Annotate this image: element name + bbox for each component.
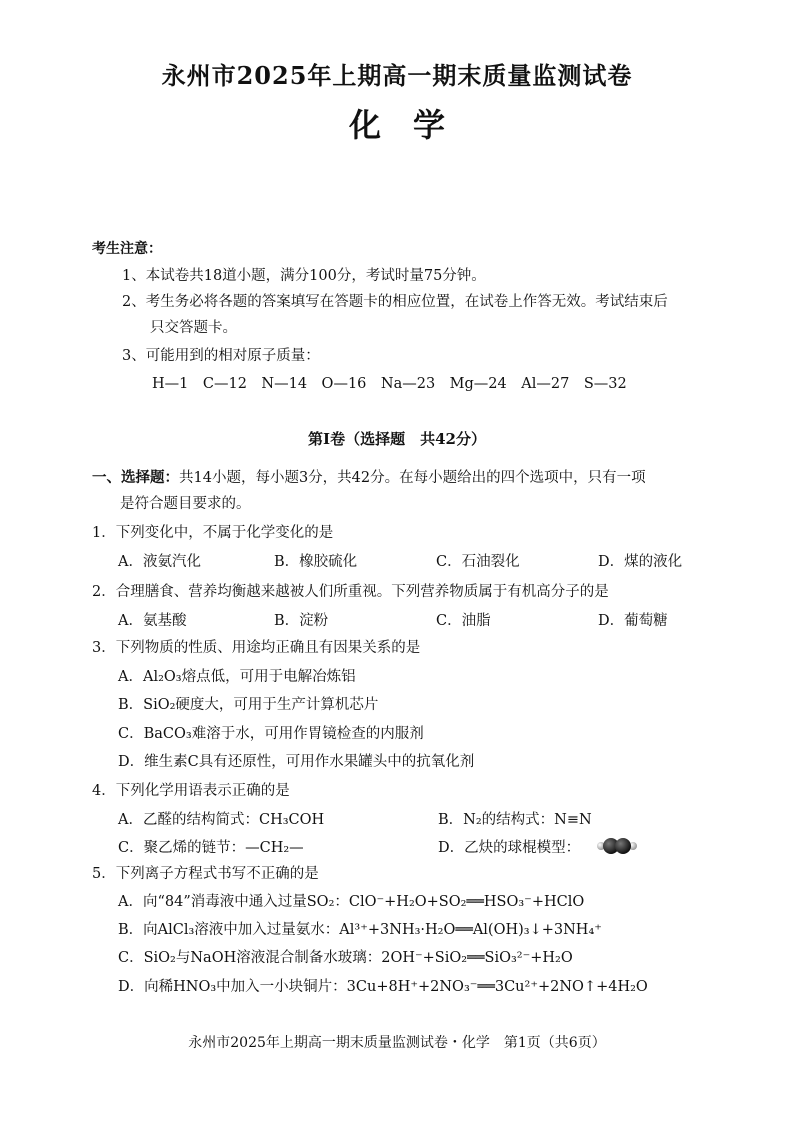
question-4-option-b: B．N₂的结构式：N≡N [438,812,592,828]
question-1-option-d: D．煤的液化 [598,554,683,570]
question-5-stem: 5．下列离子方程式书写不正确的是 [92,866,319,882]
question-5-option-c: C．SiO₂与NaOH溶液混合制备水玻璃：2OH⁻+SiO₂══SiO₃²⁻+H₂O [118,950,573,966]
question-4-option-d: D．乙炔的球棍模型： [438,840,581,856]
section-heading: 第Ⅰ卷（选择题 共42分） [308,430,486,448]
question-3-option-a: A．Al₂O₃熔点低，可用于电解冶炼铝 [118,669,356,685]
question-2-option-a: A．氨基酸 [118,613,187,629]
page-footer: 永州市2025年上期高一期末质量监测试卷・化学 第1页（共6页） [188,1035,606,1051]
question-1-option-b: B．橡胶硫化 [274,554,358,570]
section-intro-text: 共14小题，每小题3分，共42分。在每小题给出的四个选项中，只有一项 [179,470,646,486]
question-4-stem: 4．下列化学用语表示正确的是 [92,783,290,799]
subject-title: 化 学 [348,106,445,144]
question-1-option-a: A．液氨汽化 [118,554,201,570]
exam-title: 永州市2025年上期高一期末质量监测试卷 [161,61,633,90]
notice-item-3: 3、可能用到的相对原子质量： [122,348,320,364]
question-5-option-a: A．向“84”消毒液中通入过量SO₂：ClO⁻+H₂O+SO₂══HSO₃⁻+HClO [118,894,585,910]
question-1-stem: 1．下列变化中，不属于化学变化的是 [92,525,334,541]
question-3-stem: 3．下列物质的性质、用途均正确且有因果关系的是 [92,640,421,656]
section-intro-line1 [92,466,646,487]
section-intro-line2: 是符合题目要求的。 [120,496,251,512]
notice-item-2: 2、考生务必将各题的答案填写在答题卡的相应位置，在试卷上作答无效。考试结束后 [122,294,668,310]
section-intro-label: 一、选择题： [92,469,179,486]
question-1-option-c: C．石油裂化 [436,554,520,570]
question-3-option-c: C．BaCO₃难溶于水，可用作胃镜检查的内服剂 [118,726,424,742]
notice-item-2-cont: 只交答题卡。 [150,320,237,336]
question-4-option-a: A．乙醛的结构简式：CH₃COH [118,812,325,828]
question-2-stem: 2．合理膳食、营养均衡越来越被人们所重视。下列营养物质属于有机高分子的是 [92,584,609,600]
question-5-option-d: D．向稀HNO₃中加入一小块铜片：3Cu+8H⁺+2NO₃⁻══3Cu²⁺+2NO↑+4H₂O [118,979,648,995]
question-3-option-b: B．SiO₂硬度大，可用于生产计算机芯片 [118,697,379,713]
question-2-option-b: B．淀粉 [274,613,329,629]
question-3-option-d: D．维生素C具有还原性，可用作水果罐头中的抗氧化剂 [118,754,475,770]
question-2-option-c: C．油脂 [436,613,491,629]
atomic-masses: H—1 C—12 N—14 O—16 Na—23 Mg—24 Al—27 S—32 [152,376,627,392]
notice-heading: 考生注意： [92,241,162,257]
acetylene-ball-stick-model-image [596,835,638,857]
notice-item-1: 1、本试卷共18道小题，满分100分，考试时量75分钟。 [122,268,486,284]
question-5-option-b: B．向AlCl₃溶液中加入过量氨水：Al³⁺+3NH₃·H₂O══Al(OH)₃↓+3NH₄⁺ [118,922,602,938]
question-2-option-d: D．葡萄糖 [598,613,668,629]
question-4-option-c: C．聚乙烯的链节：—CH₂— [118,840,304,856]
